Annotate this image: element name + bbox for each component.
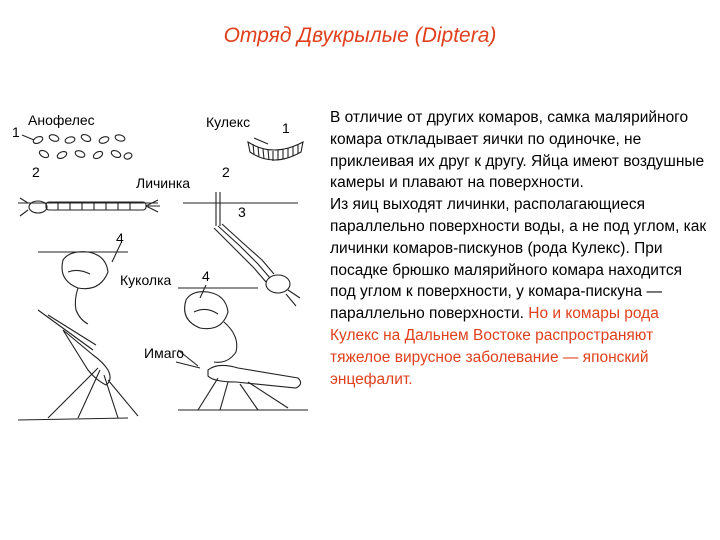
label-pupa: Куколка bbox=[120, 272, 172, 288]
anopheles-pupa bbox=[62, 252, 108, 324]
number-anopheles-2: 2 bbox=[32, 164, 40, 180]
number-culex-1: 1 bbox=[282, 120, 290, 136]
label-culex: Кулекс bbox=[206, 114, 251, 130]
page-title: Отряд Двукрылые (Diptera) bbox=[223, 24, 497, 47]
culex-imago bbox=[176, 350, 308, 410]
number-anopheles-1: 1 bbox=[12, 124, 20, 140]
number-culex-4: 4 bbox=[202, 268, 210, 284]
anopheles-eggs bbox=[32, 133, 133, 160]
paragraph-1: В отличие от других комаров, самка малярийного комара откладывает яички по одиночке, не приклеивая их друг к другу. Яйца имеют воздушные камеры и плавают на поверхности. bbox=[330, 109, 705, 192]
mosquito-lifecycle-figure bbox=[8, 100, 313, 445]
anopheles-larva bbox=[20, 198, 160, 216]
culex-larva bbox=[214, 192, 300, 306]
number-culex-2: 2 bbox=[222, 164, 230, 180]
label-larva: Личинка bbox=[136, 175, 191, 191]
culex-egg-raft bbox=[248, 142, 303, 161]
culex-pupa bbox=[185, 292, 237, 363]
anopheles-imago bbox=[18, 310, 138, 420]
number-anopheles-4: 4 bbox=[116, 230, 124, 246]
paragraph-2: Из яиц выходят личинки, располагающиеся параллельно поверхности воды, а не под углом, как личинки комаров-пискунов (рода Кулекс). При посадке брюшко малярийного комара находится под углом к поверхности, у комара-пискуна — параллельно поверхности. bbox=[330, 196, 707, 323]
description-text bbox=[330, 107, 710, 390]
number-culex-3: 3 bbox=[238, 204, 246, 220]
label-imago: Имаго bbox=[144, 345, 185, 361]
label-anopheles: Анофелес bbox=[28, 112, 95, 128]
highlight-text: Но и комары рода Кулекс на Дальнем Востоке распространяют тяжелое вирусное заболевание — японский энцефалит. bbox=[330, 305, 659, 388]
